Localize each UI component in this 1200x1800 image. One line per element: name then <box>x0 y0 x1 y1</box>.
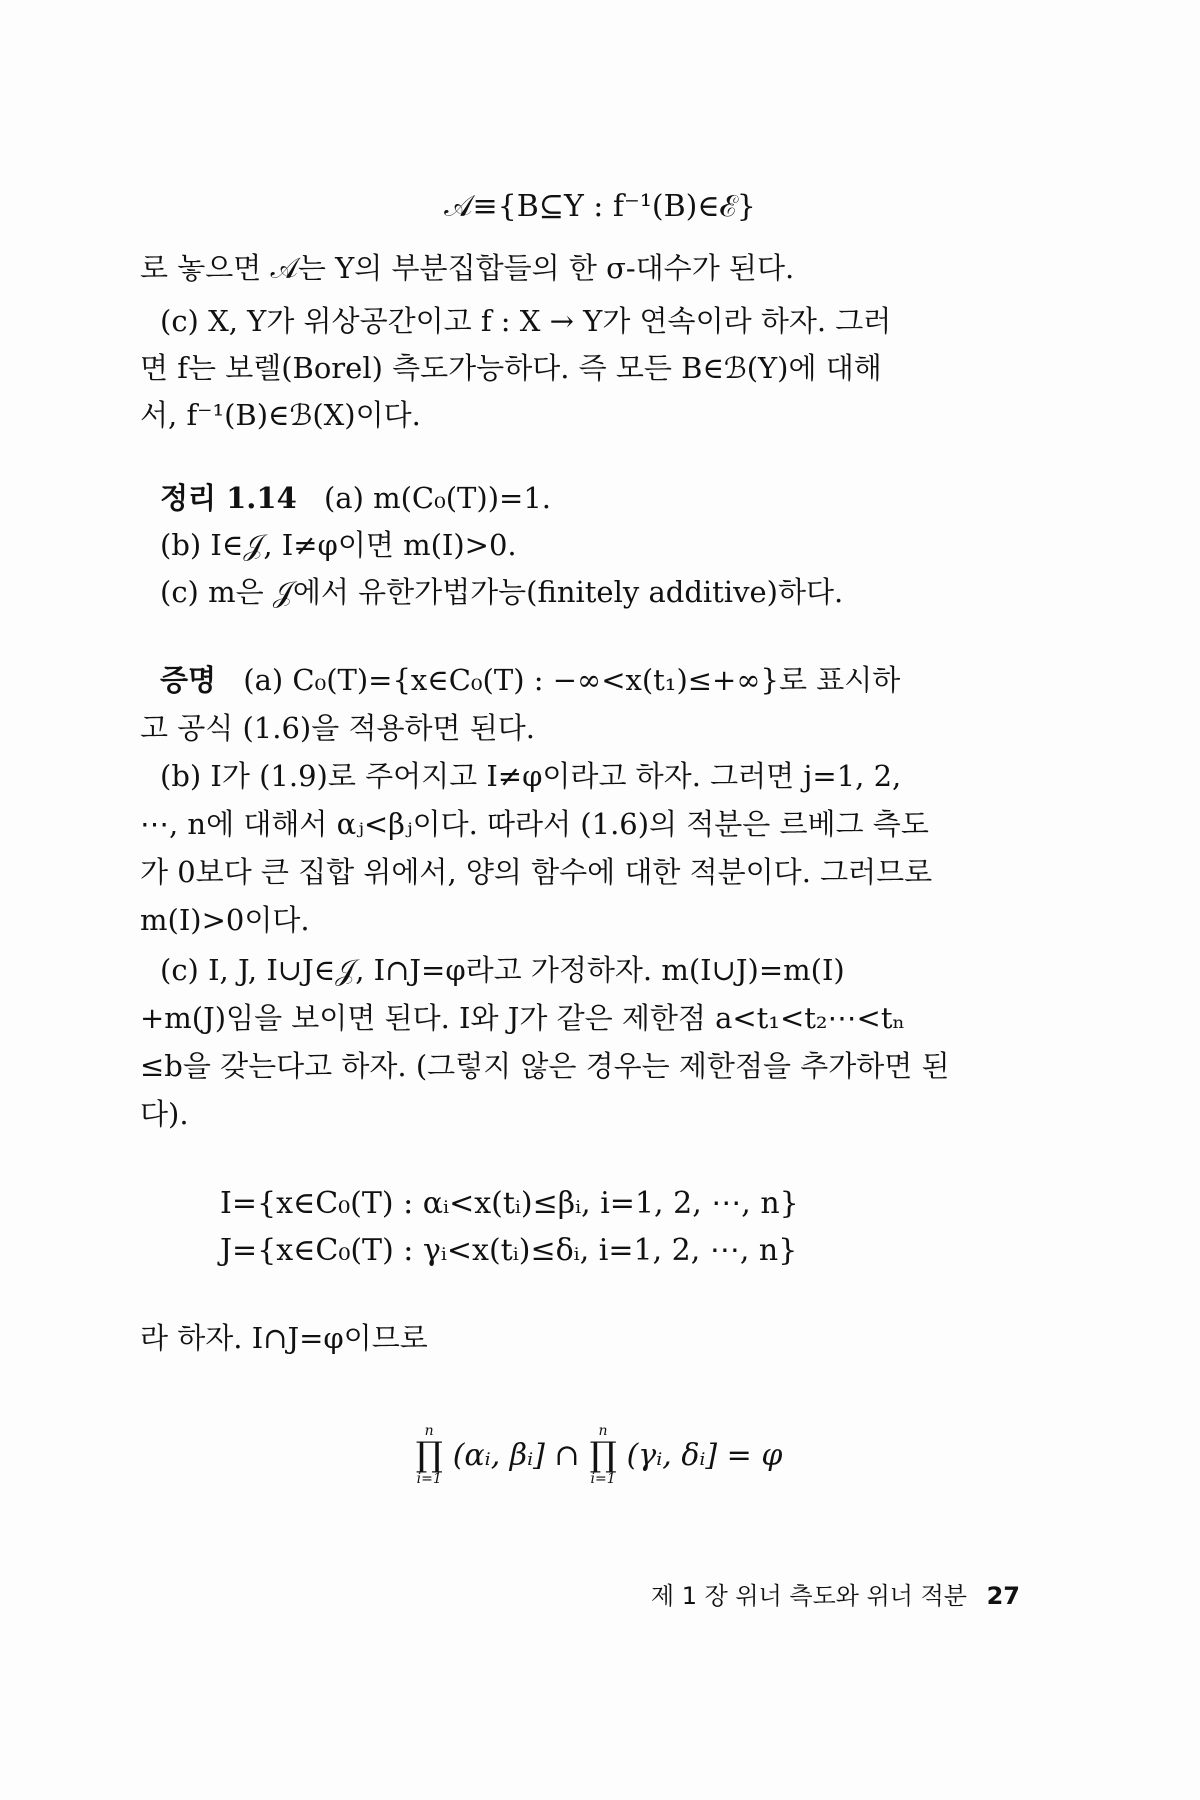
proof-b-line-4: m(I)>0이다. <box>140 903 310 937</box>
theorem-part-c: (c) m은 𝒥에서 유한가법가능(finitely additive)하다. <box>160 575 844 609</box>
theorem-part-a: (a) m(C₀(T))=1. <box>323 481 551 515</box>
product-symbol-1: ∏ <box>415 1435 443 1475</box>
product-lower-limit-1: i=1 <box>416 1471 442 1487</box>
proof-label: 증명 <box>160 663 217 697</box>
proof-part-a-text: (a) C₀(T)={x∈C₀(T) : −∞<x(t₁)≤+∞}로 표시하 <box>243 663 901 697</box>
product-symbol-2: ∏ <box>589 1435 617 1475</box>
product-term-1: (αᵢ, βᵢ] ∩ <box>452 1437 580 1473</box>
product-lower-limit-2: i=1 <box>590 1471 616 1487</box>
product-operator-1 <box>416 1424 443 1486</box>
proof-c-line-2: +m(J)임을 보이면 된다. I와 J가 같은 제한점 a<t₁<t₂⋯<tₙ <box>140 1001 906 1035</box>
proof-b-line-1: (b) I가 (1.9)로 주어지고 I≠φ이라고 하자. 그러면 j=1, 2, <box>160 759 902 793</box>
page-number: 27 <box>986 1582 1020 1610</box>
product-operator-2 <box>590 1424 617 1486</box>
proof-c-line-3: ≤b을 갖는다고 하자. (그렇지 않은 경우는 제한점을 추가하면 된 <box>140 1049 950 1083</box>
paragraph-c-line-1: (c) X, Y가 위상공간이고 f : X → Y가 연속이라 하자. 그러 <box>160 304 892 338</box>
product-upper-limit-1: n <box>424 1423 434 1439</box>
sigma-algebra-definition: 𝒜≡{B⊆Y : f⁻¹(B)∈ℰ} <box>444 189 756 224</box>
proof-b-line-3: 가 0보다 큰 집합 위에서, 양의 함수에 대한 적분이다. 그러므로 <box>140 855 933 889</box>
product-term-2: (γᵢ, δᵢ] = φ <box>626 1437 783 1473</box>
paragraph-intersection: 라 하자. I∩J=φ이므로 <box>140 1321 428 1355</box>
paragraph-c-line-2: 면 f는 보렐(Borel) 측도가능하다. 즉 모든 B∈ℬ(Y)에 대해 <box>140 351 882 385</box>
page-footer <box>600 1580 1020 1612</box>
product-upper-limit-2: n <box>598 1423 608 1439</box>
set-j-definition: J={x∈C₀(T) : γᵢ<x(tᵢ)≤δᵢ, i=1, 2, ⋯, n} <box>220 1233 798 1268</box>
proof-a-line-2: 고 공식 (1.6)을 적용하면 된다. <box>140 711 535 745</box>
proof-b-line-2: ⋯, n에 대해서 αⱼ<βⱼ이다. 따라서 (1.6)의 적분은 르베그 측도 <box>140 807 929 841</box>
paragraph-c-line-3: 서, f⁻¹(B)∈ℬ(X)이다. <box>140 398 421 432</box>
theorem-label: 정리 1.14 <box>160 481 297 515</box>
theorem-part-b: (b) I∈𝒥, I≠φ이면 m(I)>0. <box>160 528 517 562</box>
theorem-1-14-a <box>160 480 551 516</box>
product-equation <box>0 1410 1200 1500</box>
chapter-title: 제 1 장 위너 측도와 위너 적분 <box>650 1582 967 1610</box>
proof-a-line-1 <box>160 662 900 698</box>
proof-c-line-1: (c) I, J, I∪J∈𝒥, I∩J=φ라고 가정하자. m(I∪J)=m(I) <box>160 953 845 987</box>
paragraph-sigma-algebra: 로 놓으면 𝒜는 Y의 부분집합들의 한 σ-대수가 된다. <box>140 251 795 285</box>
proof-c-line-4: 다). <box>140 1097 189 1131</box>
set-i-definition: I={x∈C₀(T) : αᵢ<x(tᵢ)≤βᵢ, i=1, 2, ⋯, n} <box>220 1186 799 1221</box>
